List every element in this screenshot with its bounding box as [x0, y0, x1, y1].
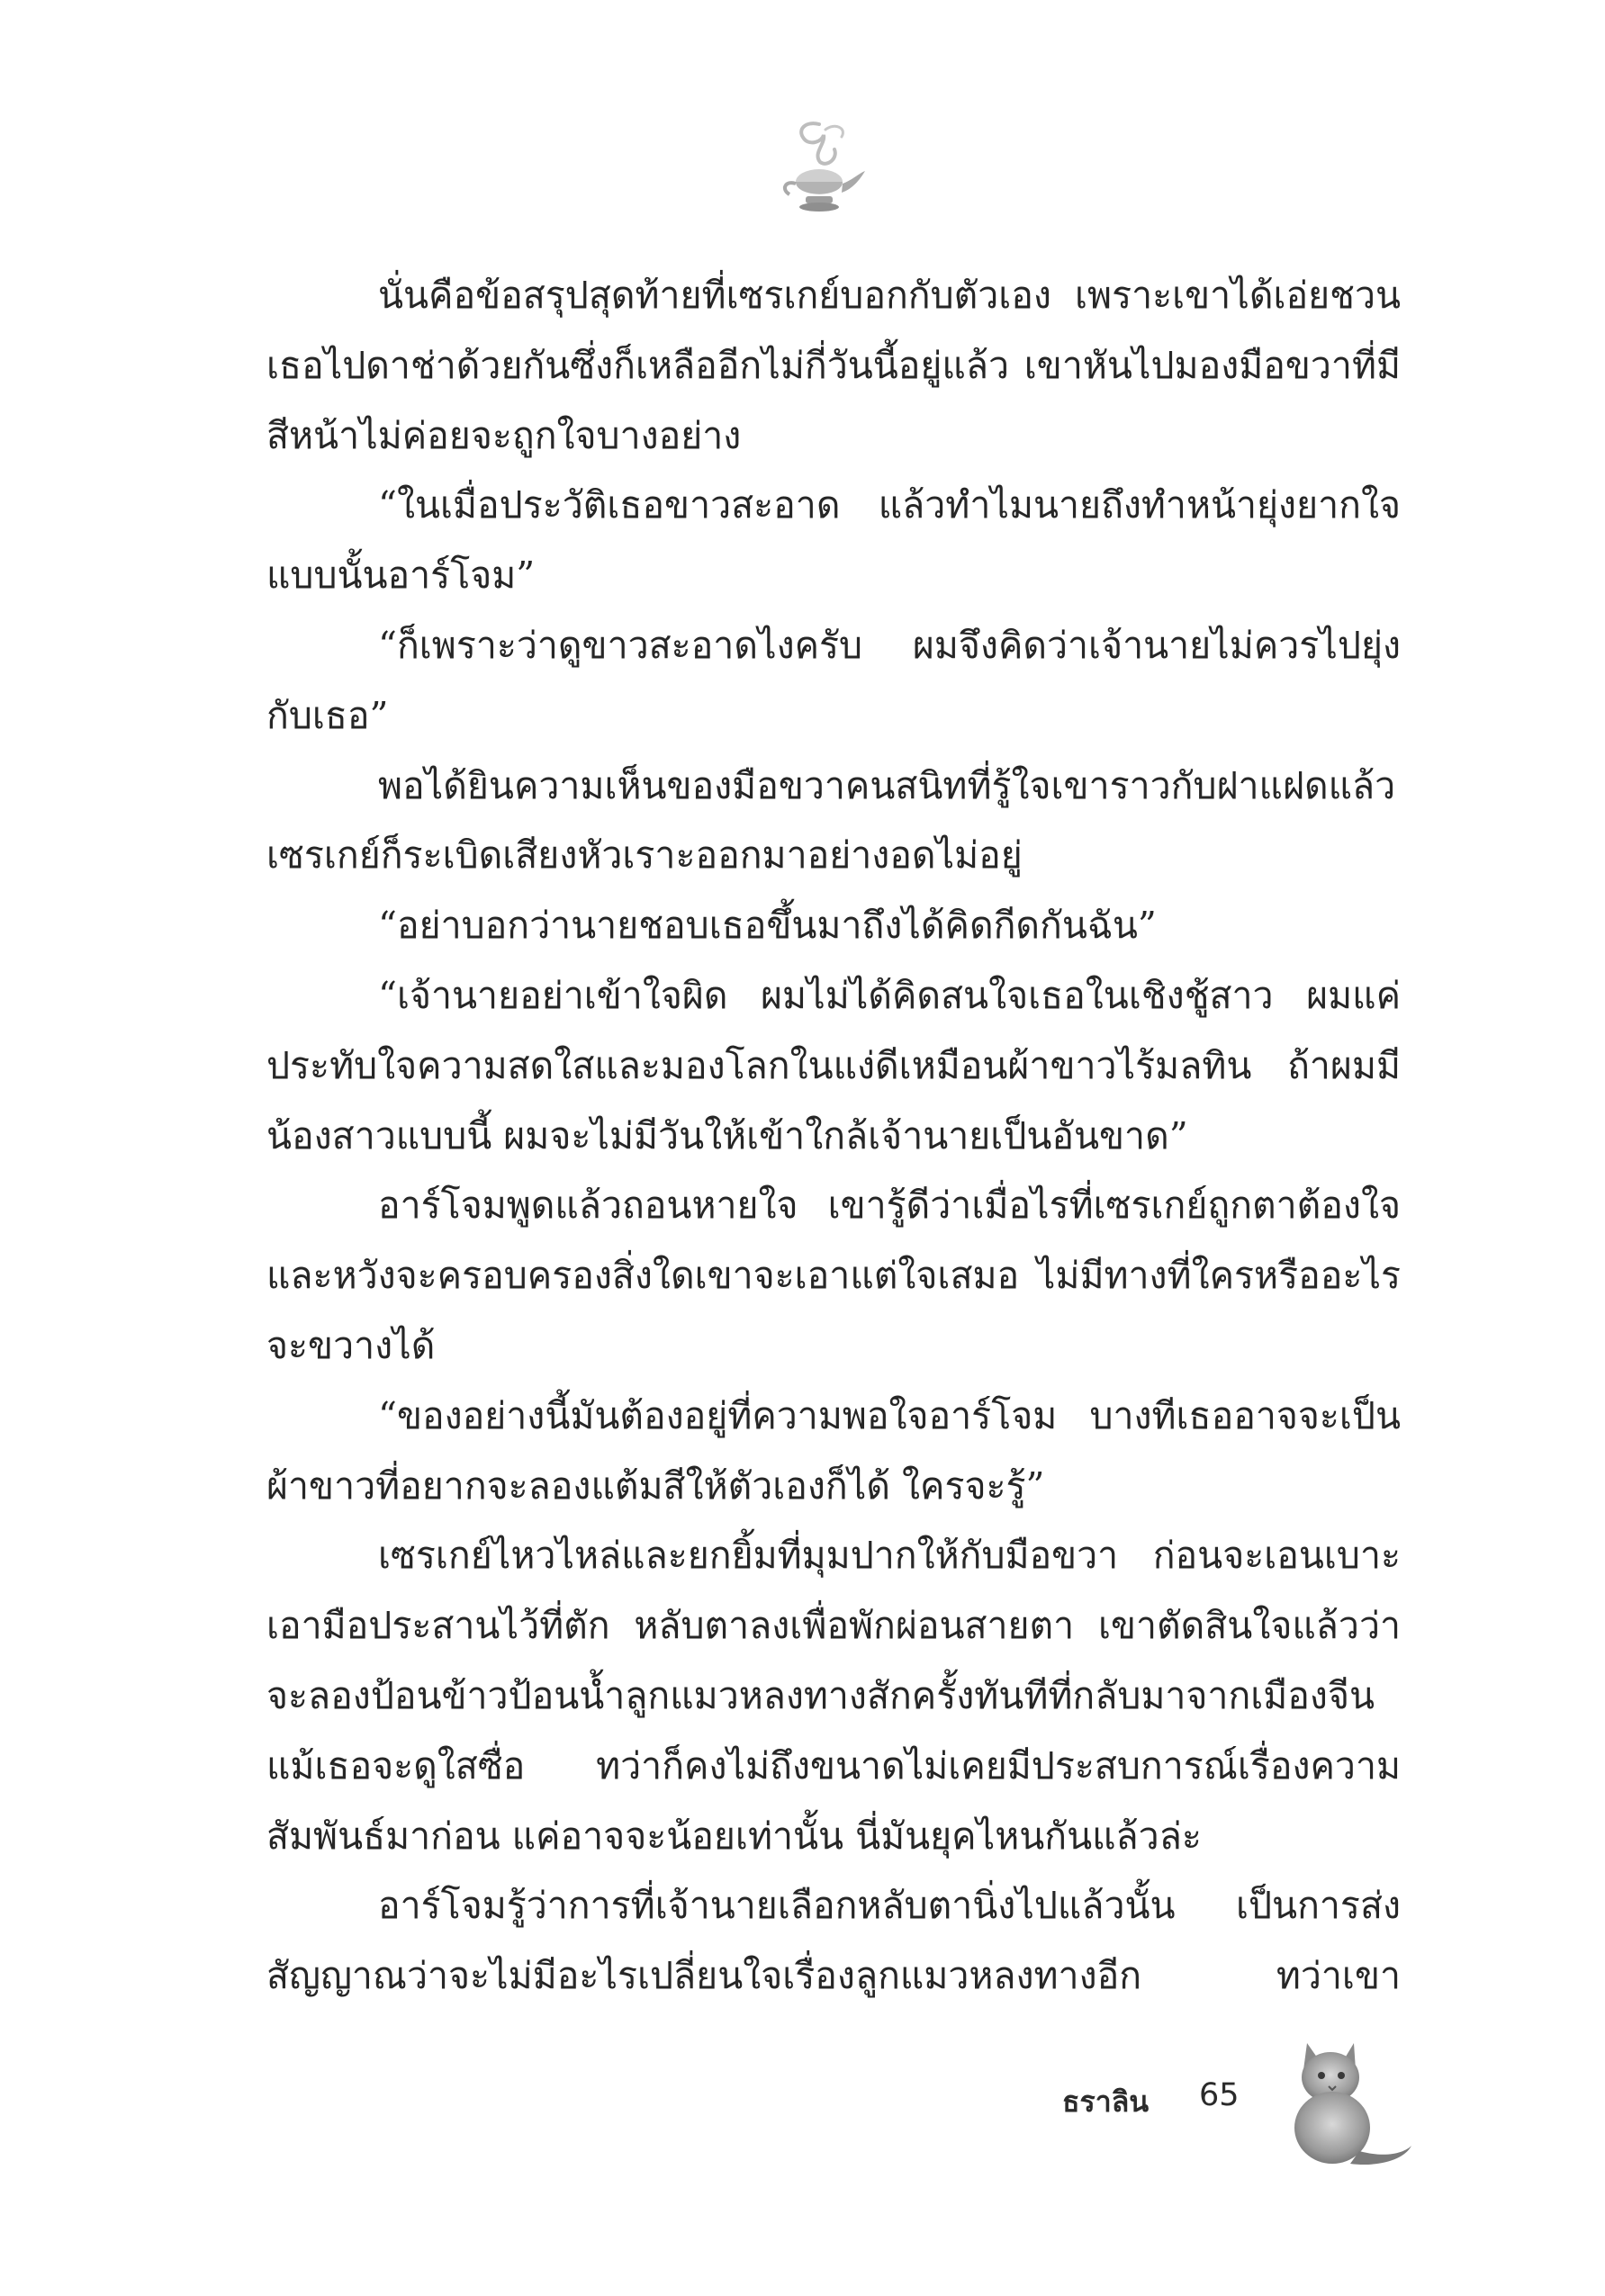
paragraph: “ของอย่างนี้มันต้องอยู่ที่ความพอใจอาร์โจม บางทีเธออาจจะเป็นผ้าขาวที่อยากจะลองแต้มสีให้ตัวเองก็ได้ ใครจะรู้” — [266, 1393, 1401, 1508]
paragraph: อาร์โจมรู้ว่าการที่เจ้านายเลือกหลับตานิ่งไปแล้วนั้น เป็นการส่งสัญญาณว่าจะไม่มีอะไรเปลี่ยนใจเรื่องลูกแมวหลงทางอีก ทว่าเขา — [266, 1884, 1401, 1998]
paragraph: “ในเมื่อประวัติเธอขาวสะอาด แล้วทำไมนายถึงทำหน้ายุ่งยากใจแบบนั้นอาร์โจม” — [266, 483, 1401, 598]
paragraph: อาร์โจมพูดแล้วถอนหายใจ เขารู้ดีว่าเมื่อไรที่เซรเกย์ถูกตาต้องใจและหวังจะครอบครองสิ่งใดเขาจะเอาแต่ใจเสมอ ไม่มีทางที่ใครหรืออะไรจะขวางได้ — [266, 1184, 1401, 1367]
paragraph: “อย่าบอกว่านายชอบเธอขึ้นมาถึงได้คิดกีดกันฉัน” — [378, 904, 1157, 948]
paragraph: “ก็เพราะว่าดูขาวสะอาดไงครับ ผมจึงคิดว่าเจ้านายไม่ควรไปยุ่งกับเธอ” — [266, 623, 1401, 737]
cat-illustration — [1260, 2034, 1413, 2169]
paragraph: นั่นคือข้อสรุปสุดท้ายที่เซรเกย์บอกกับตัวเอง เพราะเขาได้เอ่ยชวนเธอไปดาช่าด้วยกันซึ่งก็เหลืออีกไม่กี่วันนี้อยู่แล้ว เขาหันไปมองมือขวาที่มีสีหน้าไม่ค่อยจะถูกใจบางอย่าง — [266, 274, 1401, 457]
page-number: 65 — [1199, 2077, 1240, 2113]
paragraph: พอได้ยินความเห็นของมือขวาคนสนิทที่รู้ใจเขาราวกับฝาแฝดแล้ว เซรเกย์ก็ระเบิดเสียงหัวเราะออกมาอย่างอดไม่อยู่ — [266, 763, 1396, 878]
page-footer — [0, 2061, 1605, 2178]
paragraph: “เจ้านายอย่าเข้าใจผิด ผมไม่ได้คิดสนใจเธอในเชิงชู้สาว ผมแค่ประทับใจความสดใสและมองโลกในแง่ดีเหมือนผ้าขาวไร้มลทิน ถ้าผมมีน้องสาวแบบนี้ ผมจะไม่มีวันให้เข้าใกล้เจ้านายเป็นอันขาด” — [266, 973, 1401, 1157]
story-body — [266, 261, 1401, 2012]
author-name: ธราลิน — [1062, 2084, 1150, 2119]
genie-lamp-icon — [770, 117, 869, 225]
paragraph: เซรเกย์ไหวไหล่และยกยิ้มที่มุมปากให้กับมือขวา ก่อนจะเอนเบาะเอามือประสานไว้ที่ตัก หลับตาลงเพื่อพักผ่อนสายตา เขาตัดสินใจแล้วว่าจะลองป้อนข้าวป้อนน้ำลูกแมวหลงทางสักครั้งทันทีที่กลับมาจากเมืองจีน แม้เธอจะดูใสซื่อ ทว่าก็คงไม่ถึงขนาดไม่เคยมีประสบการณ์เรื่องความสัมพันธ์มาก่อน แค่อาจจะน้อยเท่านั้น นี่มันยุคไหนกันแล้วล่ะ — [266, 1534, 1401, 1858]
